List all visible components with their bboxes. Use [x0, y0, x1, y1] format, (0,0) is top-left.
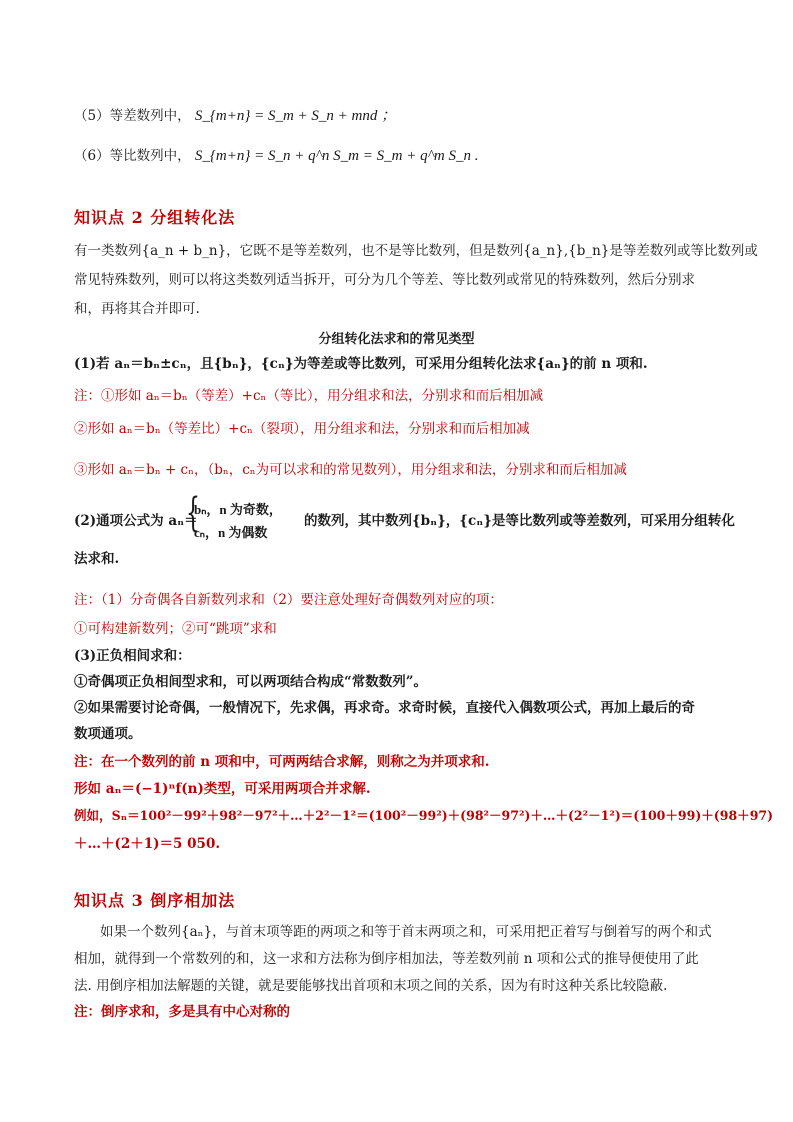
item2-prefix: (2)通项公式为 aₙ＝	[74, 513, 198, 529]
case-odd: bₙ，n 为奇数，	[194, 502, 282, 517]
section2-para-line1: 有一类数列{a_n + b_n}，它既不是等差数列，也不是等比数列，但是数列{a_n},{b_n}是等差数列或等比数列或	[74, 243, 758, 259]
section3-heading: 知识点 3 倒序相加法	[74, 891, 236, 910]
note5: ①可构建新数列；②可“跳项”求和	[74, 621, 277, 637]
note3: ③形如 aₙ＝bₙ + cₙ，（bₙ，cₙ为可以求和的常见数列），用分组求和法，分别求和而后相加减	[74, 462, 627, 478]
item2-suffix: 的数列，其中数列{bₙ}，{cₙ}是等比数列或等差数列，可采用分组转化	[304, 513, 735, 529]
formula-line-geometric	[74, 146, 478, 166]
item3-b-line2: 数项通项。	[74, 726, 142, 742]
section2-heading: 知识点 2 分组转化法	[74, 208, 236, 227]
item3-b-line1: ②如果需要讨论奇偶，一般情况下，先求偶，再求奇。求奇时候，直接代入偶数项公式，再加上最后的奇	[74, 700, 695, 716]
item2-line2: 法求和.	[74, 551, 120, 567]
section3-para-line1: 如果一个数列{aₙ}，与首末项等距的两项之和等于首末两项之和，可采用把正着写与倒着写的两个和式	[100, 924, 712, 940]
note7: 形如 aₙ＝(−1)ⁿf(n)类型，可采用两项合并求解.	[74, 781, 371, 797]
item3-a: ①奇偶项正负相间型求和，可以两项结合构成“常数数列”。	[74, 674, 428, 690]
line6-label: （6）等比数列中，	[74, 148, 191, 164]
line5-formula: S_{m+n} = S_m + S_n + mnd ；	[194, 108, 397, 124]
example-line1: 例如，Sₙ＝100²－99²＋98²－97²＋…＋2²－1²＝(100²－99²)＋(98²－97²)＋…＋(2²－1²)＝(100＋99)＋(98＋97)	[74, 809, 774, 824]
case-even: cₙ，n 为偶数	[194, 525, 268, 540]
section3-para-line3: 法. 用倒序相加法解题的关键，就是要能够找出首项和末项之间的关系，因为有时这种关系比较隐蔽.	[74, 978, 668, 994]
section2-subtitle: 分组转化法求和的常见类型	[318, 332, 475, 347]
brace-symbol: {	[186, 490, 200, 536]
line5-label: （5）等差数列中，	[74, 108, 191, 124]
item3: (3)正负相间求和：	[74, 648, 191, 664]
section3-para-line2: 相加，就得到一个常数列的和，这一求和方法称为倒序相加法，等差数列前 n 项和公式的推导便使用了此	[74, 951, 699, 967]
example-line2: ＋…＋(2＋1)＝5 050.	[74, 836, 221, 852]
note1: 注：①形如 aₙ＝bₙ（等差）+cₙ（等比），用分组求和法，分别求和而后相加减	[74, 388, 544, 404]
line6-formula: S_{m+n} = S_n + q^n S_m = S_m + q^m S_n .	[194, 148, 479, 164]
section3-note: 注：倒序求和，多是具有中心对称的	[74, 1004, 290, 1020]
note2: ②形如 aₙ＝bₙ（等差比）+cₙ（裂项），用分组求和法，分别求和而后相加减	[74, 421, 530, 437]
item1: (1)若 aₙ＝bₙ±cₙ，且{bₙ}，{cₙ}为等差或等比数列，可采用分组转化法求{aₙ}的前 n 项和.	[74, 356, 648, 372]
section2-para-line3: 和，再将其合并即可.	[74, 301, 200, 317]
formula-line-arithmetic	[74, 106, 396, 126]
section2-para-line2: 常见特殊数列，则可以将这类数列适当拆开，可分为几个等差、等比数列或常见的特殊数列，然后分别求	[74, 272, 695, 288]
note4: 注：（1）分奇偶各自新数列求和（2）要注意处理好奇偶数列对应的项：	[74, 592, 503, 608]
note6: 注：在一个数列的前 n 项和中，可两两结合求解，则称之为并项求和.	[74, 754, 490, 770]
